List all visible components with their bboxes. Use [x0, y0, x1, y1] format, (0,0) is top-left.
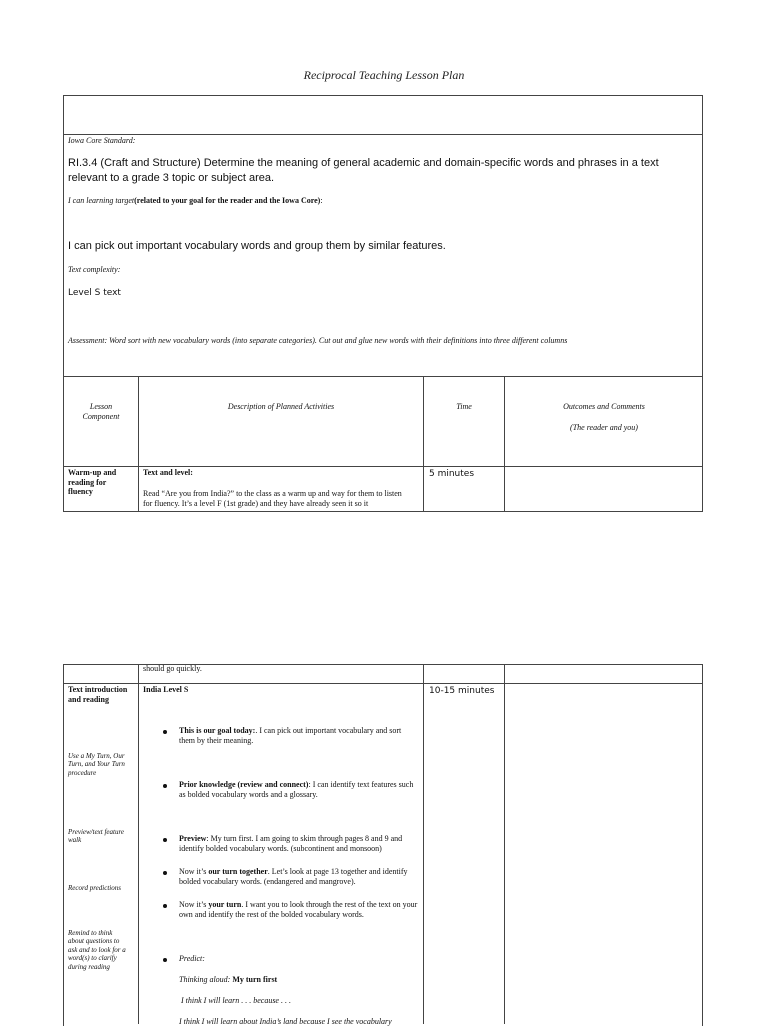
row2-time: 10-15 minutes	[429, 686, 495, 696]
standard-text: RI.3.4 (Craft and Structure) Determine the meaning of general academic and domain-specific words and phrases in a text relevant to a grade 3 topic or subject area.	[68, 157, 659, 184]
assessment-text: Assessment: Word sort with new vocabulary words (into separate categories). Cut out and glue new words with their definitions into three different columns	[68, 336, 568, 345]
row1-time: 5 minutes	[429, 469, 475, 479]
bullet-preview: Preview: My turn first. I am going to skim through pages 8 and 9 and identify bolded vocabulary words. (subcontinent and monsoon)	[179, 834, 403, 853]
row2-remind-note: Remind to think about questions to ask and to look for a word(s) to clarify during reading	[68, 929, 126, 971]
bullet-your-turn: Now it’s your turn. I want you to look through the rest of the text on your own and identify the rest of the bolded vocabulary words.	[179, 900, 418, 919]
row2-desc-label: India Level S	[143, 685, 189, 694]
bullet-prior-knowledge: Prior knowledge (review and connect): I can identify text features such as bolded vocabulary words and a glossary.	[179, 780, 414, 799]
header-description: Description of Planned Activities	[227, 402, 335, 411]
target-label: I can learning target(related to your goal for the reader and the Iowa Core):	[68, 196, 323, 205]
row2-component: Text introduction and reading	[68, 685, 128, 704]
bullet-icon	[163, 838, 167, 842]
page-title: Reciprocal Teaching Lesson Plan	[303, 68, 465, 82]
header-component: Lesson Component	[82, 402, 120, 421]
header-outcomes-sub: (The reader and you)	[570, 423, 638, 432]
target-text: I can pick out important vocabulary words and group them by similar features.	[68, 240, 446, 252]
header-outcomes: Outcomes and Comments	[563, 402, 645, 411]
row2-procedure-note: Use a My Turn, Our Turn, and Your Turn procedure	[68, 752, 125, 777]
bullet-icon	[163, 904, 167, 908]
row2-predict-note: Record predictions	[68, 884, 121, 892]
think-aloud: Thinking aloud: My turn first	[179, 975, 278, 984]
header-time: Time	[456, 402, 472, 411]
complexity-label: Text complexity:	[68, 265, 121, 274]
row1-desc-label: Text and level:	[143, 468, 193, 477]
predict-label: Predict:	[179, 954, 205, 963]
cut-line: I think I will learn about India’s land because I see the vocabulary	[179, 1017, 392, 1026]
complexity-text: Level S text	[68, 288, 121, 298]
bullet-goal: This is our goal today:. I can pick out important vocabulary and sort them by their meaning.	[179, 726, 402, 745]
standard-label: Iowa Core Standard:	[68, 136, 136, 145]
row1-continued: should go quickly.	[143, 664, 202, 673]
bullet-icon	[163, 730, 167, 734]
row1-component: Warm-up and reading for fluency	[68, 468, 117, 497]
bullet-icon	[163, 958, 167, 962]
row1-desc-text: Read “Are you from India?” to the class as a warm up and way for them to listen for fluency. It’s a level F (1st grade) and they have already seen it so it	[143, 489, 402, 508]
bullet-icon	[163, 871, 167, 875]
row2-preview-note: Preview/text feature walk	[68, 828, 125, 845]
bullet-our-turn: Now it’s our turn together. Let’s look at page 13 together and identify bolded vocabulary words. (endangered and mangrove).	[179, 867, 408, 886]
think-line: I think I will learn . . . because . . .	[181, 996, 291, 1005]
bullet-icon	[163, 784, 167, 788]
